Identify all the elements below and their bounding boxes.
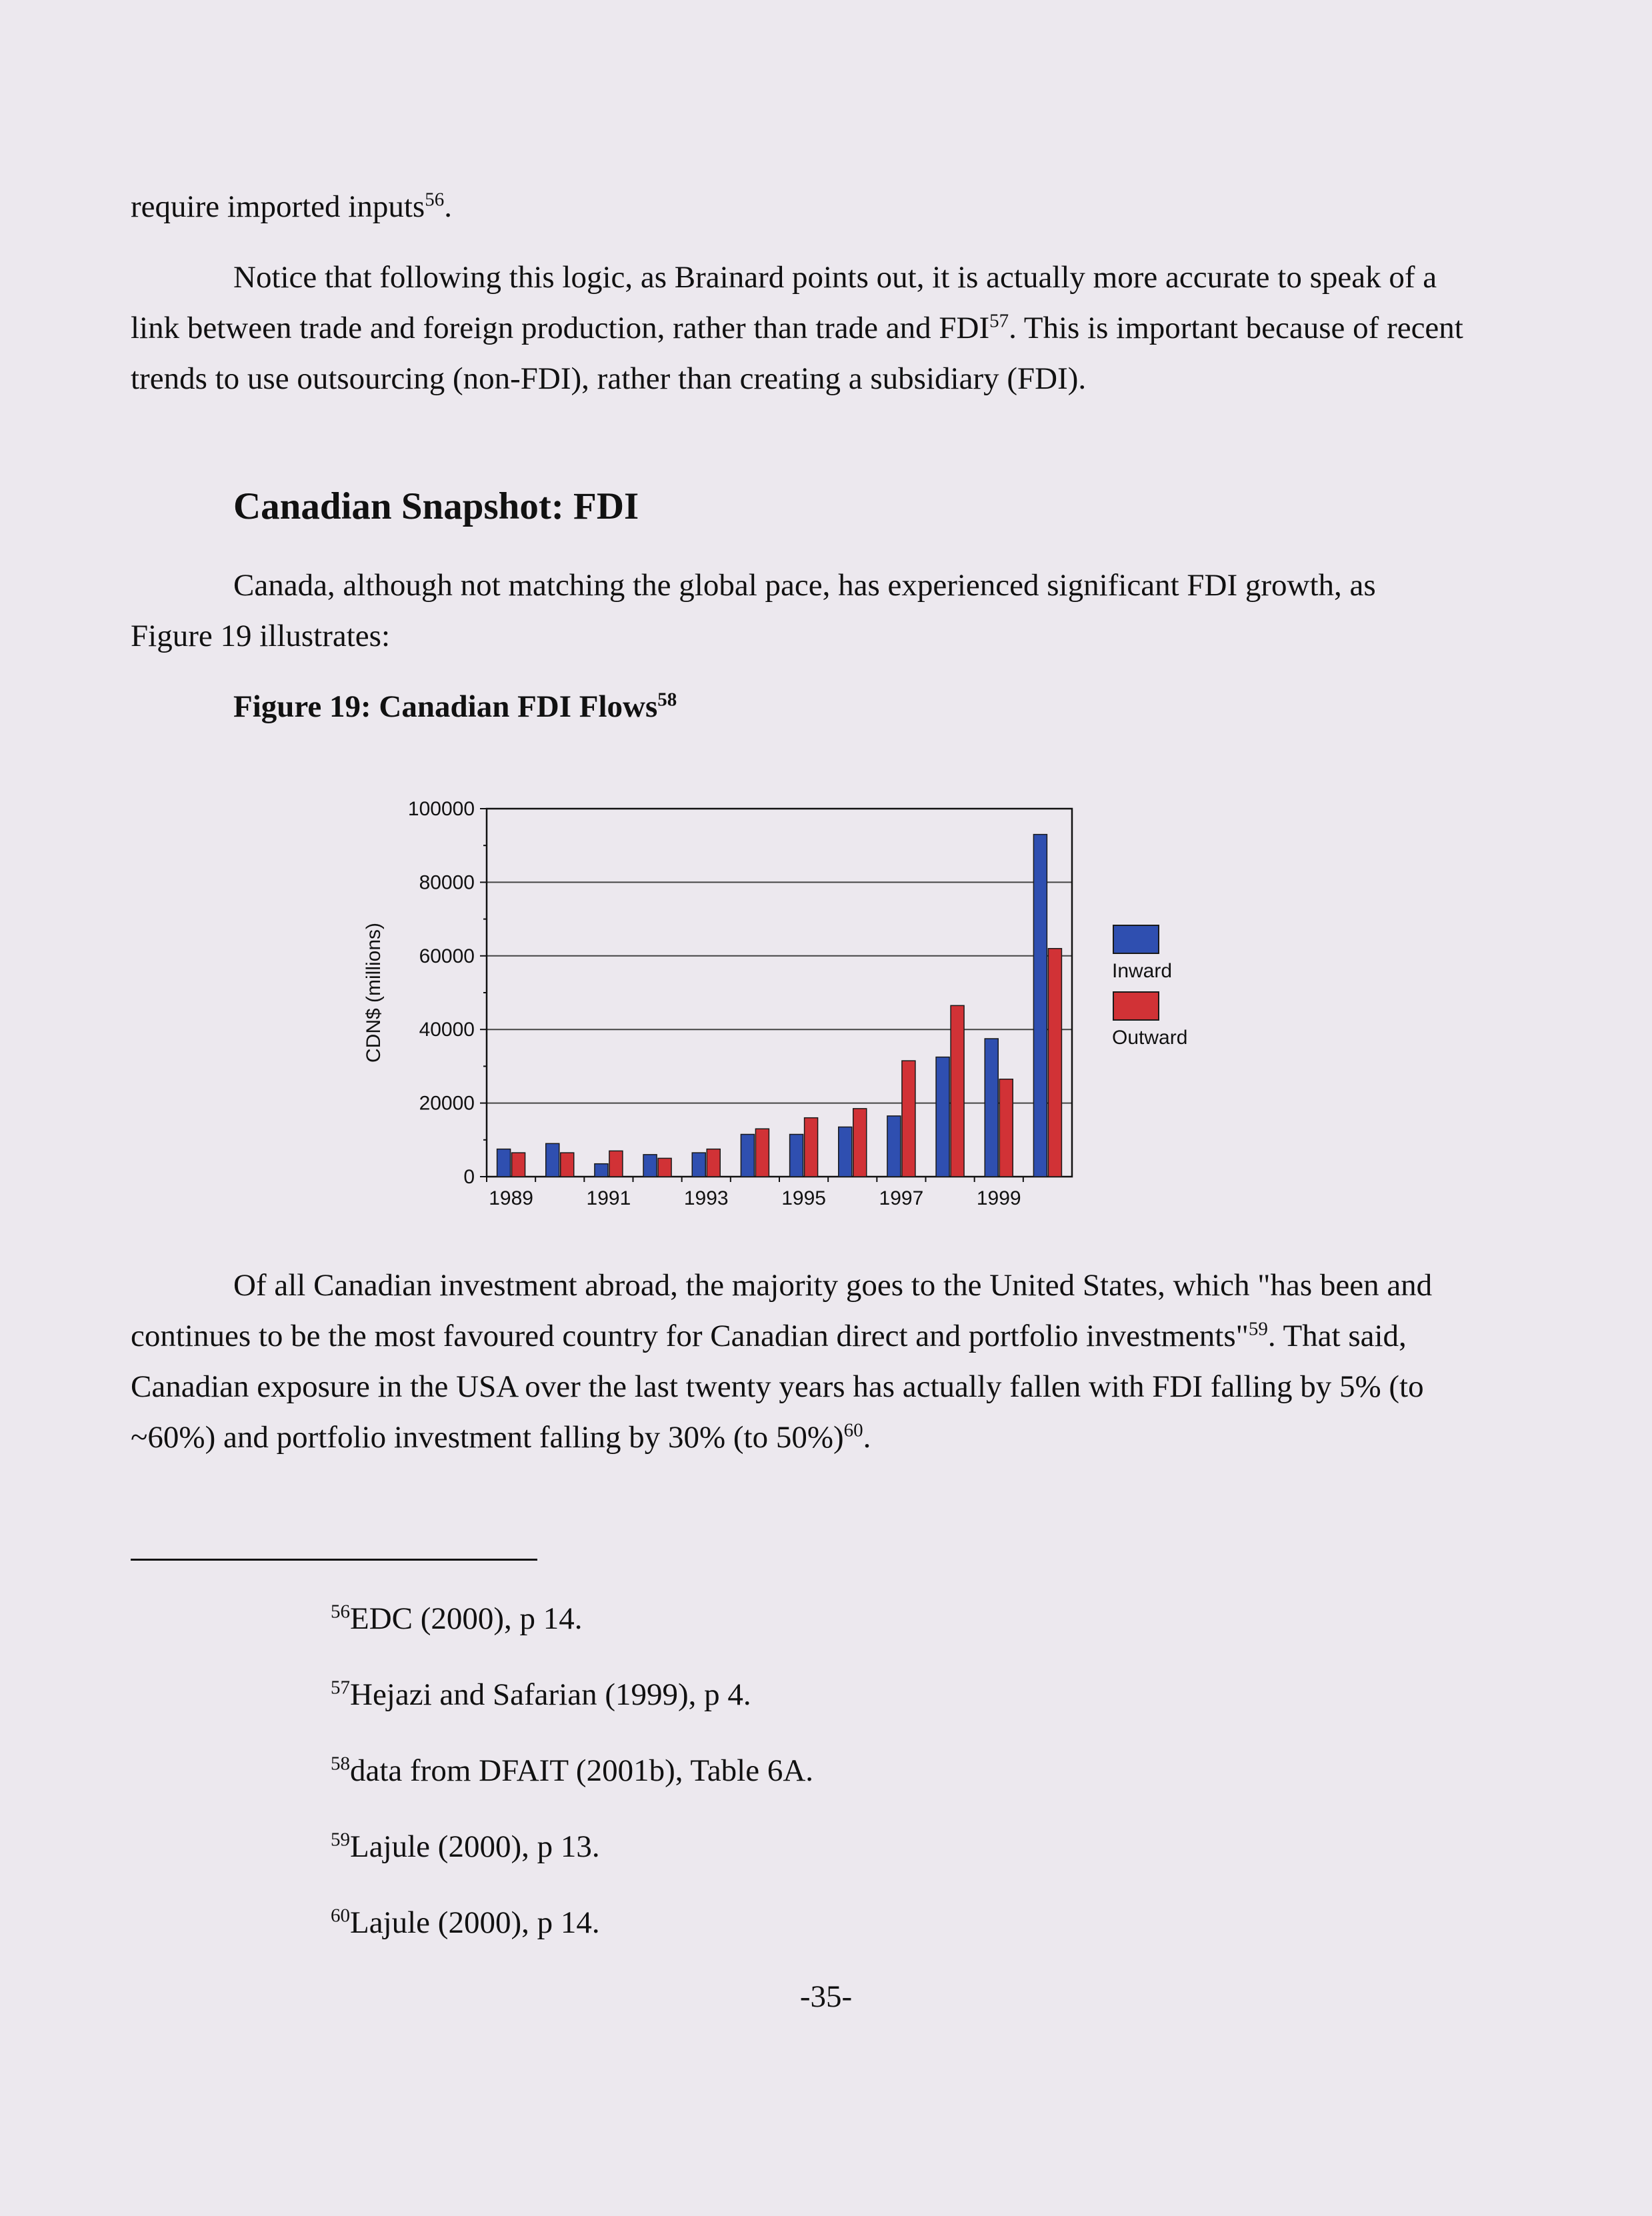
fdi-bar-chart — [347, 787, 1213, 1213]
bar-inward-1996 — [839, 1127, 852, 1177]
footnote-text: EDC (2000), p 14. — [350, 1601, 583, 1636]
section-heading: Canadian Snapshot: FDI — [233, 485, 639, 527]
paragraph-4-text-mid: . That said, Canadian exposure in the USA over the last twenty years has actually fallen with FDI falling by 5% (to ~60%) and portfolio investment falling by 30% (to 50%) — [131, 1319, 1424, 1455]
x-tick-label: 1989 — [489, 1187, 533, 1209]
footnote-text: Lajule (2000), p 14. — [350, 1905, 600, 1940]
legend-swatch-inward — [1113, 925, 1159, 953]
footnote-number: 60 — [331, 1905, 350, 1927]
footnote-number: 58 — [331, 1753, 350, 1775]
footnote-number: 56 — [331, 1601, 350, 1623]
page-number: -35- — [799, 1979, 853, 2014]
footnote-text: Lajule (2000), p 13. — [350, 1829, 600, 1864]
paragraph-2 — [131, 252, 1464, 404]
paragraph-3-text: Canada, although not matching the global pace, has experienced significant FDI growth, as Figure 19 illustrates: — [131, 568, 1376, 653]
y-tick-label: 40000 — [419, 1019, 475, 1041]
bar-inward-1998 — [936, 1057, 949, 1177]
footnote-number: 59 — [331, 1829, 350, 1851]
paragraph-4-end: . — [863, 1420, 871, 1455]
bar-inward-1989 — [497, 1149, 511, 1177]
bar-outward-1998 — [951, 1005, 964, 1177]
bar-inward-1999 — [985, 1039, 998, 1177]
bar-outward-1995 — [805, 1118, 818, 1177]
figure-caption-text: Figure 19: Canadian FDI Flows — [233, 689, 658, 724]
y-axis-label: CDN$ (millions) — [363, 922, 385, 1063]
y-tick-label: 0 — [463, 1166, 475, 1188]
legend-swatch-outward — [1113, 992, 1159, 1020]
bar-inward-1995 — [790, 1135, 803, 1177]
footnote-divider — [131, 1559, 537, 1561]
bar-inward-2000 — [1033, 835, 1047, 1177]
figure-caption — [233, 680, 677, 733]
paragraph-1 — [131, 181, 1464, 232]
plot-frame — [487, 809, 1072, 1177]
footnote-58 — [331, 1751, 813, 1791]
x-tick-label: 1997 — [879, 1187, 924, 1209]
bar-inward-1997 — [887, 1116, 901, 1177]
legend-label-outward: Outward — [1112, 1027, 1188, 1049]
x-tick-label: 1999 — [976, 1187, 1021, 1209]
bar-outward-1992 — [658, 1158, 671, 1177]
paragraph-2-text: Notice that following this logic, as Brainard points out, it is actually more accurate to speak of a link between trade and foreign production, rather than trade and FDI — [131, 260, 1437, 345]
y-tick-label: 100000 — [407, 798, 475, 820]
bar-outward-1991 — [609, 1151, 623, 1177]
bar-inward-1994 — [741, 1135, 754, 1177]
paragraph-1-text: require imported inputs — [131, 189, 425, 224]
paragraph-3 — [131, 560, 1464, 661]
bar-inward-1992 — [643, 1155, 657, 1177]
footnote-ref-57[interactable]: 57 — [989, 310, 1009, 332]
footnote-ref-59[interactable]: 59 — [1248, 1318, 1268, 1340]
y-tick-label: 80000 — [419, 871, 475, 894]
bar-inward-1993 — [692, 1153, 705, 1177]
bar-outward-1994 — [755, 1129, 769, 1177]
bar-outward-1993 — [707, 1149, 720, 1177]
bar-outward-2000 — [1048, 949, 1061, 1177]
bar-outward-1999 — [999, 1079, 1013, 1177]
footnote-56 — [331, 1599, 583, 1639]
paragraph-2-text-end: . This is important because of recent trends to use outsourcing (non-FDI), rather than creating a subsidiary (FDI). — [131, 311, 1463, 396]
footnote-60 — [331, 1903, 600, 1943]
bar-outward-1997 — [902, 1061, 915, 1177]
bar-outward-1996 — [853, 1109, 867, 1177]
footnote-ref-58[interactable]: 58 — [657, 689, 677, 711]
bar-inward-1991 — [595, 1164, 608, 1177]
y-tick-label: 20000 — [419, 1092, 475, 1115]
paragraph-4-text: Of all Canadian investment abroad, the majority goes to the United States, which "has been and continues to be the most favoured country for Canadian direct and portfolio investments" — [131, 1268, 1433, 1353]
bar-inward-1990 — [546, 1143, 559, 1177]
legend-label-inward: Inward — [1112, 960, 1173, 982]
x-tick-label: 1995 — [781, 1187, 826, 1209]
footnote-text: Hejazi and Safarian (1999), p 4. — [350, 1677, 751, 1712]
footnote-number: 57 — [331, 1677, 350, 1699]
bar-outward-1989 — [512, 1153, 525, 1177]
y-tick-label: 60000 — [419, 945, 475, 967]
footnote-ref-56[interactable]: 56 — [425, 189, 445, 211]
paragraph-1-end: . — [444, 189, 452, 224]
footnote-text: data from DFAIT (2001b), Table 6A. — [350, 1753, 814, 1788]
footnote-57 — [331, 1675, 751, 1715]
paragraph-4 — [131, 1260, 1464, 1463]
bar-outward-1990 — [561, 1153, 574, 1177]
x-tick-label: 1993 — [683, 1187, 729, 1209]
footnote-59 — [331, 1827, 600, 1867]
x-tick-label: 1991 — [586, 1187, 631, 1209]
footnote-ref-60[interactable]: 60 — [843, 1419, 863, 1441]
